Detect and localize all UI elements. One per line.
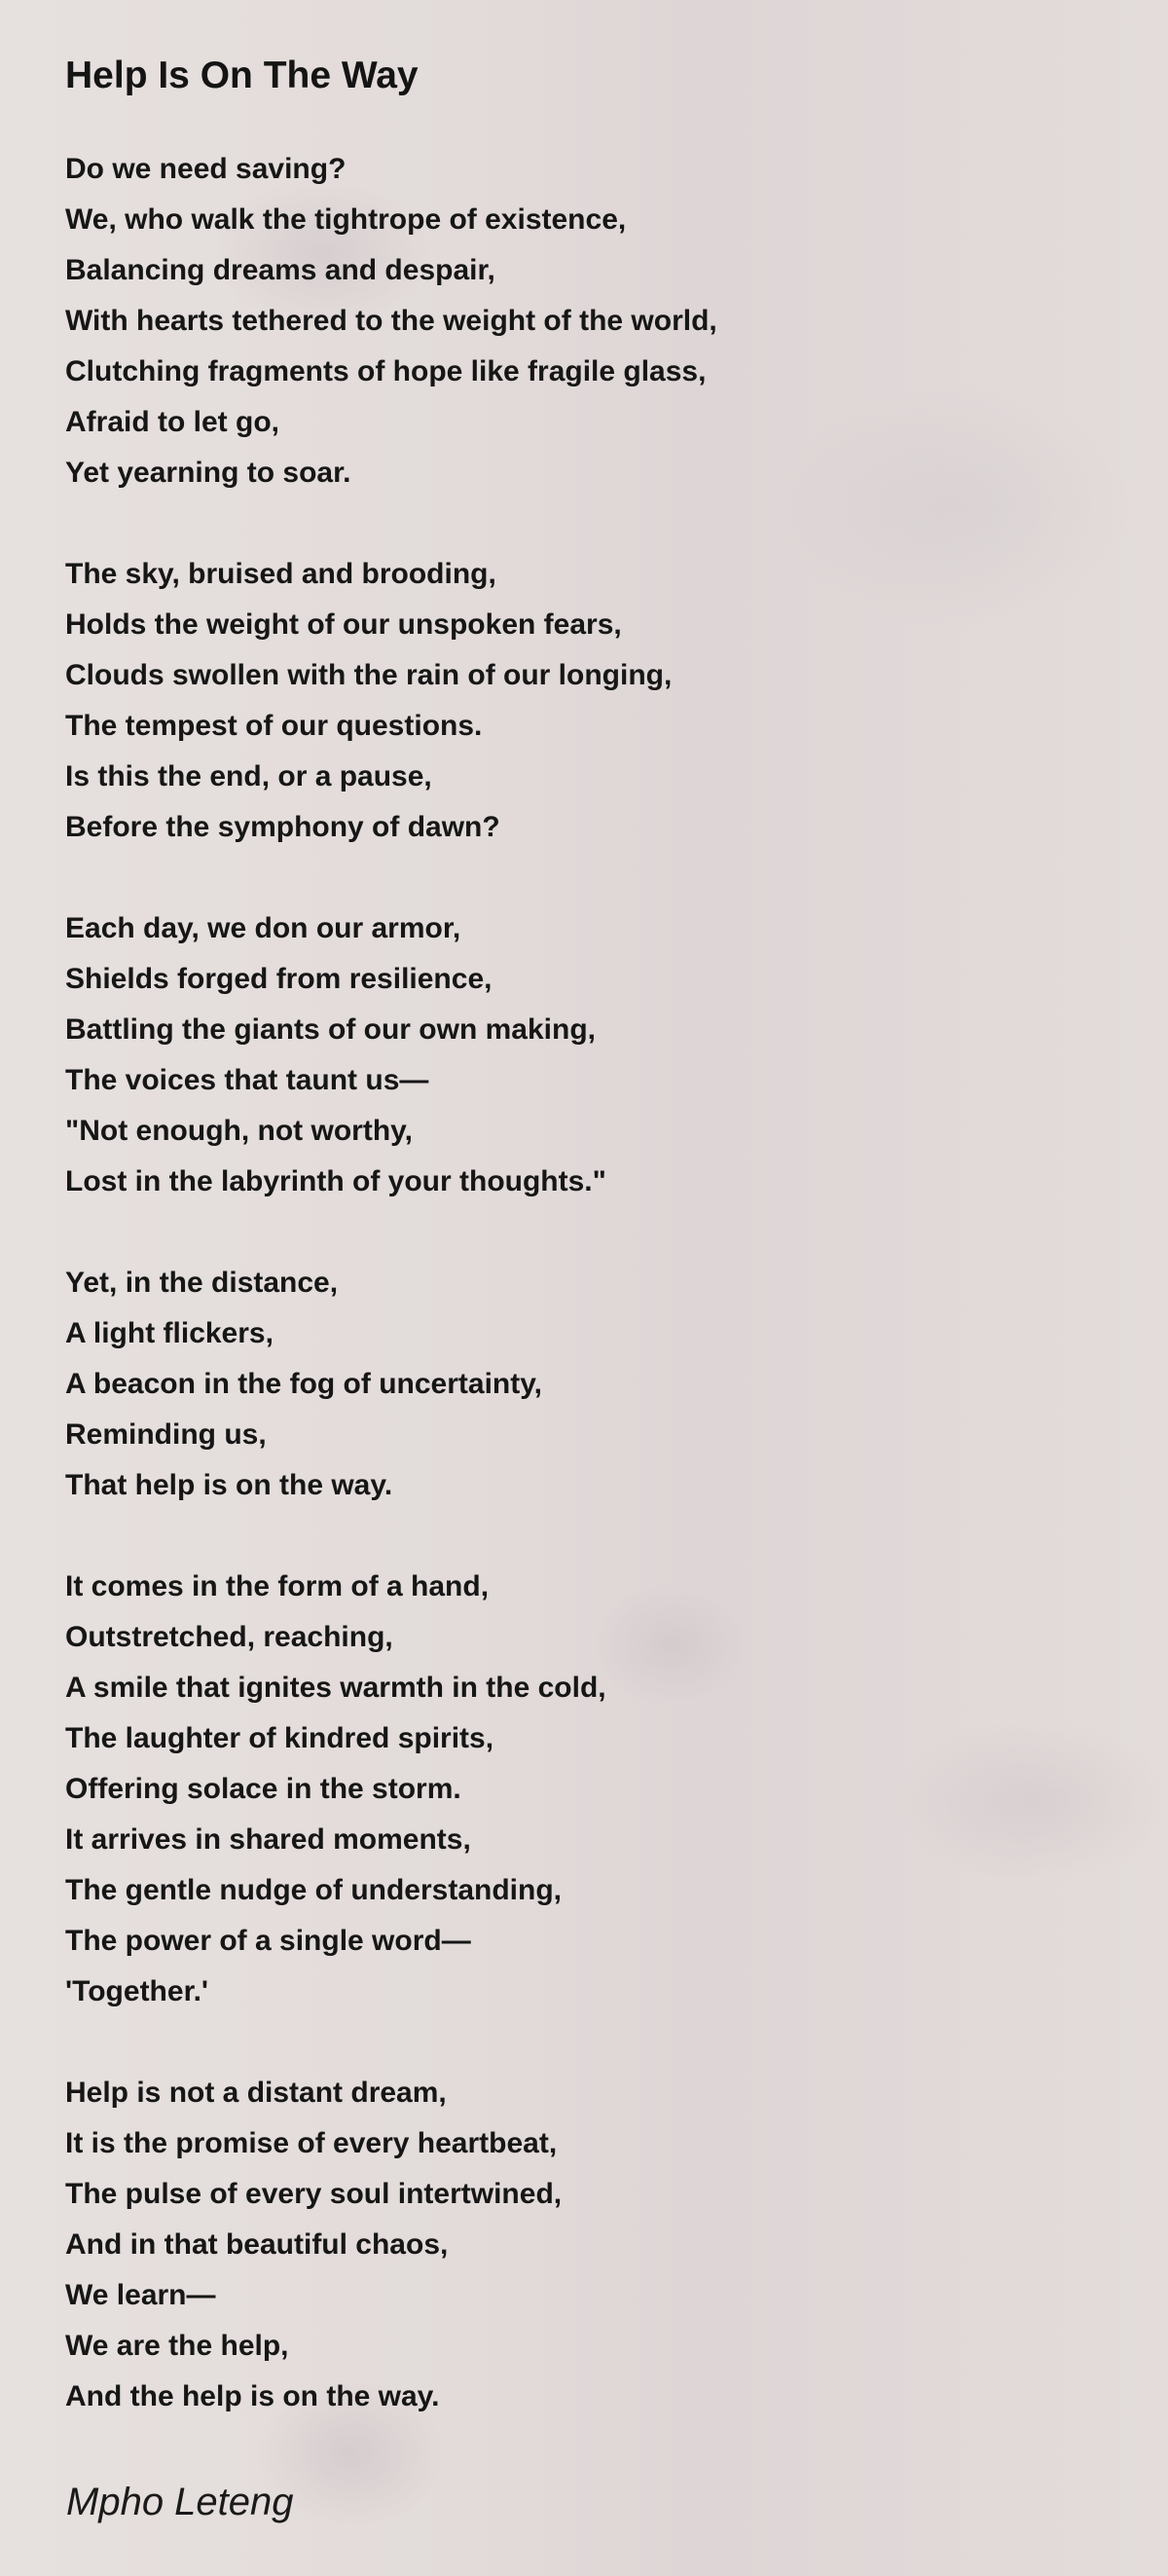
poem-title: Help Is On The Way <box>65 55 419 96</box>
poem-line: Holds the weight of our unspoken fears, <box>65 608 622 641</box>
poem-line: Balancing dreams and despair, <box>65 254 495 286</box>
poem-line: "Not enough, not worthy, <box>65 1115 413 1147</box>
stanza-5 <box>65 1562 1116 2017</box>
poem-line: The voices that taunt us— <box>65 1064 429 1096</box>
poem-line: We, who walk the tightrope of existence, <box>65 203 627 236</box>
poem-line: With hearts tethered to the weight of the world, <box>65 305 717 337</box>
poem-line: Lost in the labyrinth of your thoughts." <box>65 1165 606 1197</box>
poem-line: The gentle nudge of understanding, <box>65 1874 562 1906</box>
stanza-1 <box>65 144 1116 498</box>
poem-line: A beacon in the fog of uncertainty, <box>65 1368 543 1400</box>
poem-line: The power of a single word— <box>65 1925 471 1957</box>
poem-line: A light flickers, <box>65 1317 274 1349</box>
poem-line: Clutching fragments of hope like fragile glass, <box>65 355 707 387</box>
poem <box>65 47 1116 2473</box>
poem-line: That help is on the way. <box>65 1469 393 1501</box>
poem-line: Is this the end, or a pause, <box>65 760 432 792</box>
poem-line: And the help is on the way. <box>65 2380 440 2412</box>
stanza-2 <box>65 549 1116 853</box>
poem-line: Reminding us, <box>65 1418 267 1451</box>
poem-line: Help is not a distant dream, <box>65 2077 447 2109</box>
poem-line: The laughter of kindred spirits, <box>65 1722 494 1754</box>
poem-line: It arrives in shared moments, <box>65 1823 471 1856</box>
stanza-3 <box>65 903 1116 1207</box>
poem-line: The tempest of our questions. <box>65 710 483 742</box>
poem-line: The sky, bruised and brooding, <box>65 558 496 590</box>
poem-author: Mpho Leteng <box>66 2481 294 2523</box>
poem-line: Outstretched, reaching, <box>65 1621 393 1653</box>
poem-line: A smile that ignites warmth in the cold, <box>65 1672 606 1704</box>
poem-line: The pulse of every soul intertwined, <box>65 2178 563 2210</box>
poem-line: Yet, in the distance, <box>65 1267 339 1299</box>
stanza-4 <box>65 1258 1116 1511</box>
poem-line: Afraid to let go, <box>65 406 279 438</box>
stanza-6 <box>65 2068 1116 2422</box>
poem-line: Before the symphony of dawn? <box>65 811 500 843</box>
poem-line: Do we need saving? <box>65 153 347 185</box>
poem-line: Yet yearning to soar. <box>65 457 351 489</box>
poem-line: Clouds swollen with the rain of our longing, <box>65 659 673 691</box>
poem-line: We are the help, <box>65 2330 289 2362</box>
poem-line: And in that beautiful chaos, <box>65 2228 449 2261</box>
poem-line: It comes in the form of a hand, <box>65 1570 490 1602</box>
poem-line: Offering solace in the storm. <box>65 1773 461 1805</box>
poem-line: Battling the giants of our own making, <box>65 1013 596 1046</box>
poem-line: Shields forged from resilience, <box>65 963 493 995</box>
poem-line: Each day, we don our armor, <box>65 912 461 944</box>
poem-line: We learn— <box>65 2279 216 2311</box>
poem-line: 'Together.' <box>65 1975 209 2007</box>
poem-line: It is the promise of every heartbeat, <box>65 2127 558 2159</box>
